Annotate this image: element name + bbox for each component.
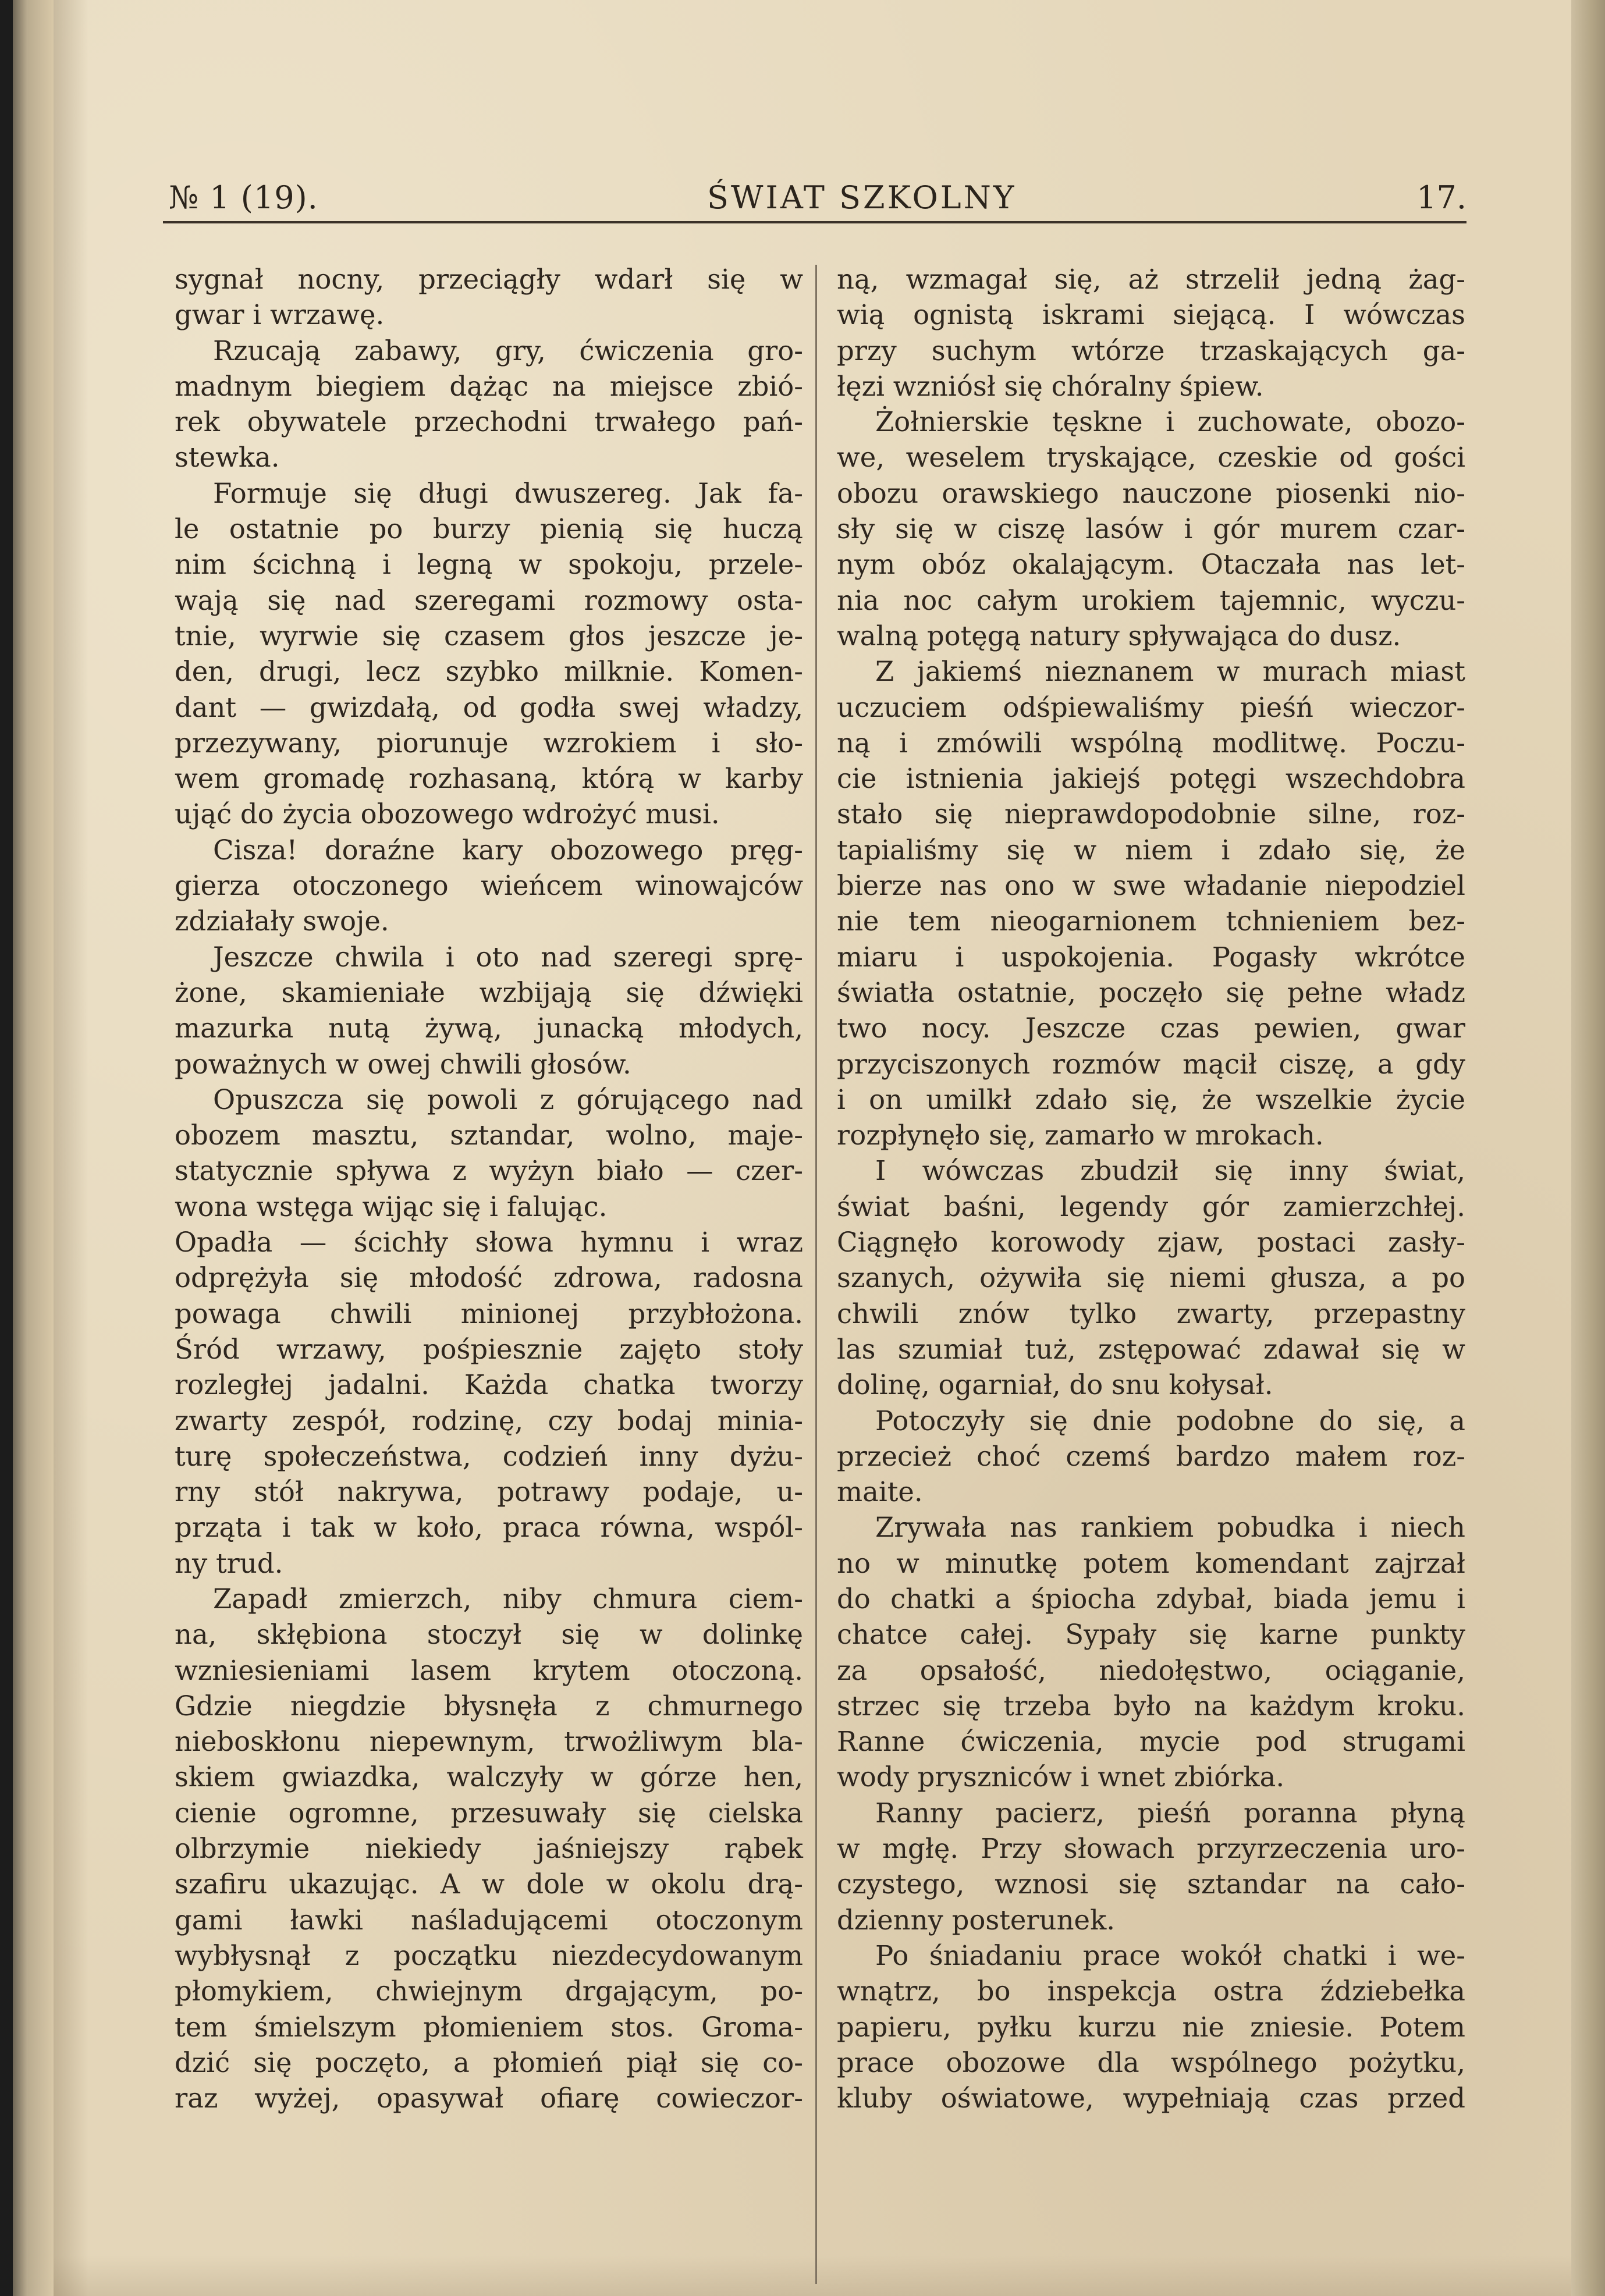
- text-line: cienie ogromne, przesuwały się cielska: [175, 1797, 803, 1829]
- text-line: tnie, wyrwie się czasem głos jeszcze je-: [175, 620, 803, 652]
- text-line: skiem gwiazdka, walczyły w górze hen,: [175, 1761, 803, 1793]
- text-line: gwar i wrzawę.: [175, 299, 385, 331]
- text-line: olbrzymie niekiedy jaśniejszy rąbek: [175, 1833, 803, 1865]
- text-line: szafiru ukazując. A w dole w okolu drą-: [175, 1868, 803, 1900]
- text-line: nie tem nieogarnionem tchnieniem bez-: [837, 905, 1465, 937]
- text-line: kluby oświatowe, wypełniają czas przed: [837, 2082, 1465, 2114]
- text-line: sły się w ciszę lasów i gór murem czar-: [837, 513, 1465, 545]
- text-line: przyciszonych rozmów mącił ciszę, a gdy: [837, 1048, 1465, 1080]
- text-line: we, weselem tryskające, czeskie od gości: [837, 442, 1465, 474]
- text-line: Z jakiemś nieznanem w murach miast: [875, 656, 1465, 688]
- page-bottom-edge: [54, 2255, 1571, 2296]
- text-line: uczuciem odśpiewaliśmy pieśń wieczor-: [837, 691, 1465, 723]
- text-line: Ciągnęło korowody zjaw, postaci zasły-: [837, 1227, 1465, 1259]
- text-line: madnym biegiem dążąc na miejsce zbió-: [175, 370, 803, 402]
- running-header: [169, 177, 1466, 218]
- left-text-column: [175, 262, 803, 2116]
- text-line: mazurka nutą żywą, junacką młodych,: [175, 1012, 803, 1044]
- text-line: do chatki a śpiocha zdybał, biada jemu i: [837, 1583, 1465, 1615]
- text-line: prząta i tak w koło, praca równa, wspól-: [175, 1512, 803, 1544]
- text-line: ny trud.: [175, 1547, 283, 1579]
- text-line: chwili znów tylko zwarty, przepastny: [837, 1298, 1465, 1330]
- text-line: dolinę, ogarniał, do snu kołysał.: [837, 1369, 1273, 1401]
- text-line: świat baśni, legendy gór zamierzchłej.: [837, 1190, 1465, 1222]
- text-line: wem gromadę rozhasaną, którą w karby: [175, 763, 803, 795]
- text-line: Jeszcze chwila i oto nad szeregi sprę-: [213, 941, 803, 973]
- text-line: za opsałość, niedołęstwo, ociąganie,: [837, 1654, 1465, 1686]
- text-line: Po śniadaniu prace wokół chatki i we-: [875, 1939, 1465, 1971]
- text-line: no w minutkę potem komendant zajrzał: [837, 1547, 1465, 1579]
- text-line: strzec się trzeba było na każdym kroku.: [837, 1690, 1465, 1722]
- text-line: dant — gwizdałą, od godła swej władzy,: [175, 691, 803, 723]
- text-line: rek obywatele przechodni trwałego pań-: [175, 406, 803, 438]
- page-number: 17.: [1416, 179, 1466, 216]
- text-line: poważnych w owej chwili głosów.: [175, 1048, 631, 1080]
- text-line: powaga chwili minionej przybłożona.: [175, 1298, 803, 1330]
- text-line: wybłysnął z początku niezdecydowanym: [175, 1939, 803, 1971]
- text-line: obozem masztu, sztandar, wolno, maje-: [175, 1119, 803, 1151]
- text-line: zwarty zespół, rodzinę, czy bodaj minia-: [175, 1405, 803, 1437]
- text-line: Gdzie niegdzie błysnęła z chmurnego: [175, 1690, 803, 1722]
- text-line: Rzucają zabawy, gry, ćwiczenia gro-: [213, 335, 803, 367]
- text-line: raz wyżej, opasywał ofiarę cowieczor-: [175, 2082, 803, 2114]
- text-line: prace obozowe dla wspólnego pożytku,: [837, 2046, 1465, 2078]
- text-line: las szumiał tuż, zstępować zdawał się w: [837, 1333, 1465, 1365]
- text-line: dzić się poczęto, a płomień piął się co-: [175, 2046, 803, 2078]
- text-line: przezywany, piorunuje wzrokiem i sło-: [175, 727, 803, 759]
- text-line: łęzi wzniósł się chóralny śpiew.: [837, 370, 1264, 402]
- text-line: Zapadł zmierzch, niby chmura ciem-: [213, 1583, 803, 1615]
- text-line: statycznie spływa z wyżyn biało — czer-: [175, 1155, 803, 1187]
- text-line: maite.: [837, 1476, 923, 1508]
- text-line: ną i zmówili wspólną modlitwę. Poczu-: [837, 727, 1465, 759]
- text-line: sygnał nocny, przeciągły wdarł się w: [175, 264, 803, 295]
- text-line: żone, skamieniałe wzbijają się dźwięki: [175, 976, 803, 1008]
- gutter-shadow: [54, 0, 88, 2296]
- text-line: i on umilkł zdało się, że wszelkie życie: [837, 1083, 1465, 1115]
- text-line: nieboskłonu niepewnym, trwożliwym bla-: [175, 1726, 803, 1758]
- text-line: Ranny pacierz, pieśń poranna płyną: [875, 1797, 1465, 1829]
- text-line: rozległej jadalni. Każda chatka tworzy: [175, 1369, 803, 1401]
- text-line: dzienny posterunek.: [837, 1904, 1116, 1936]
- text-line: wzniesieniami lasem krytem otoczoną.: [175, 1654, 803, 1686]
- text-line: płomykiem, chwiejnym drgającym, po-: [175, 1975, 803, 2007]
- text-line: tem śmielszym płomieniem stos. Groma-: [175, 2011, 803, 2043]
- text-line: two nocy. Jeszcze czas pewien, gwar: [837, 1012, 1465, 1044]
- text-line: przy suchym wtórze trzaskających ga-: [837, 335, 1465, 367]
- text-line: Opadła — ścichły słowa hymnu i wraz: [175, 1227, 803, 1259]
- column-divider: [815, 265, 817, 2284]
- journal-title: ŚWIAT SZKOLNY: [707, 179, 1017, 216]
- text-line: ująć do życia obozowego wdrożyć musi.: [175, 798, 720, 830]
- text-line: szanych, ożywiła się niemi głusza, a po: [837, 1262, 1465, 1294]
- text-line: na, skłębiona stoczył się w dolinkę: [175, 1619, 803, 1651]
- text-line: nim ścichną i legną w spokoju, przele-: [175, 549, 803, 581]
- text-line: Formuje się długi dwuszereg. Jak fa-: [213, 477, 803, 509]
- text-line: miaru i uspokojenia. Pogasły wkrótce: [837, 941, 1465, 973]
- text-line: wona wstęga wijąc się i falując.: [175, 1190, 608, 1222]
- right-text-column: [837, 262, 1465, 2116]
- text-line: światła ostatnie, poczęło się pełne władz: [837, 976, 1465, 1008]
- text-line: Opuszcza się powoli z górującego nad: [213, 1083, 803, 1115]
- text-line: przecież choć czemś bardzo małem roz-: [837, 1440, 1465, 1472]
- text-line: walną potęgą natury spływająca do dusz.: [837, 620, 1401, 652]
- text-line: le ostatnie po burzy pienią się huczą: [175, 513, 803, 545]
- text-line: wnątrz, bo inspekcja ostra ździebełka: [837, 1975, 1465, 2007]
- text-line: wody pryszniców i wnet zbiórka.: [837, 1761, 1285, 1793]
- text-line: Śród wrzawy, pośpiesznie zajęto stoły: [175, 1333, 803, 1365]
- header-rule: [163, 221, 1466, 223]
- text-line: obozu orawskiego nauczone piosenki nio-: [837, 477, 1465, 509]
- text-line: ną, wzmagał się, aż strzelił jedną żag-: [837, 264, 1465, 295]
- text-line: bierze nas ono w swe władanie niepodziel: [837, 870, 1465, 902]
- text-line: wią ognistą iskrami siejącą. I wówczas: [837, 299, 1465, 331]
- text-line: zdziałały swoje.: [175, 905, 389, 937]
- text-line: gami ławki naśladującemi otoczonym: [175, 1904, 803, 1936]
- text-line: Cisza! doraźne kary obozowego pręg-: [213, 834, 803, 866]
- page-gutter: [13, 0, 54, 2296]
- text-line: gierza otoczonego wieńcem winowajców: [175, 870, 803, 902]
- text-line: odprężyła się młodość zdrowa, radosna: [175, 1262, 803, 1294]
- text-line: cie istnienia jakiejś potęgi wszechdobra: [837, 763, 1465, 795]
- text-line: Zrywała nas rankiem pobudka i niech: [875, 1512, 1465, 1544]
- text-line: Ranne ćwiczenia, mycie pod strugami: [837, 1726, 1465, 1758]
- text-line: Żołnierskie tęskne i zuchowate, obozo-: [875, 406, 1465, 438]
- text-line: rny stół nakrywa, potrawy podaje, u-: [175, 1476, 803, 1508]
- binding-spine: [0, 0, 13, 2296]
- issue-number: № 1 (19).: [169, 179, 318, 216]
- text-line: den, drugi, lecz szybko milknie. Komen-: [175, 656, 803, 688]
- text-line: rozpłynęło się, zamarło w mrokach.: [837, 1119, 1324, 1151]
- text-line: turę społeczeństwa, codzień inny dyżu-: [175, 1440, 803, 1472]
- text-line: w mgłę. Przy słowach przyrzeczenia uro-: [837, 1833, 1465, 1865]
- text-line: stało się nieprawdopodobnie silne, roz-: [837, 798, 1465, 830]
- text-line: I wówczas zbudził się inny świat,: [875, 1155, 1465, 1187]
- text-line: nia noc całym urokiem tajemnic, wyczu-: [837, 584, 1465, 616]
- text-line: chatce całej. Sypały się karne punkty: [837, 1619, 1465, 1651]
- text-line: Potoczyły się dnie podobne do się, a: [875, 1405, 1465, 1437]
- text-line: nym obóz okalającym. Otaczała nas let-: [837, 549, 1465, 581]
- page-right-edge: [1571, 0, 1605, 2296]
- text-line: papieru, pyłku kurzu nie zniesie. Potem: [837, 2011, 1465, 2043]
- text-line: wają się nad szeregami rozmowy osta-: [175, 584, 803, 616]
- text-line: czystego, wznosi się sztandar na cało-: [837, 1868, 1465, 1900]
- text-line: stewka.: [175, 442, 280, 474]
- text-line: tapialiśmy się w niem i zdało się, że: [837, 834, 1465, 866]
